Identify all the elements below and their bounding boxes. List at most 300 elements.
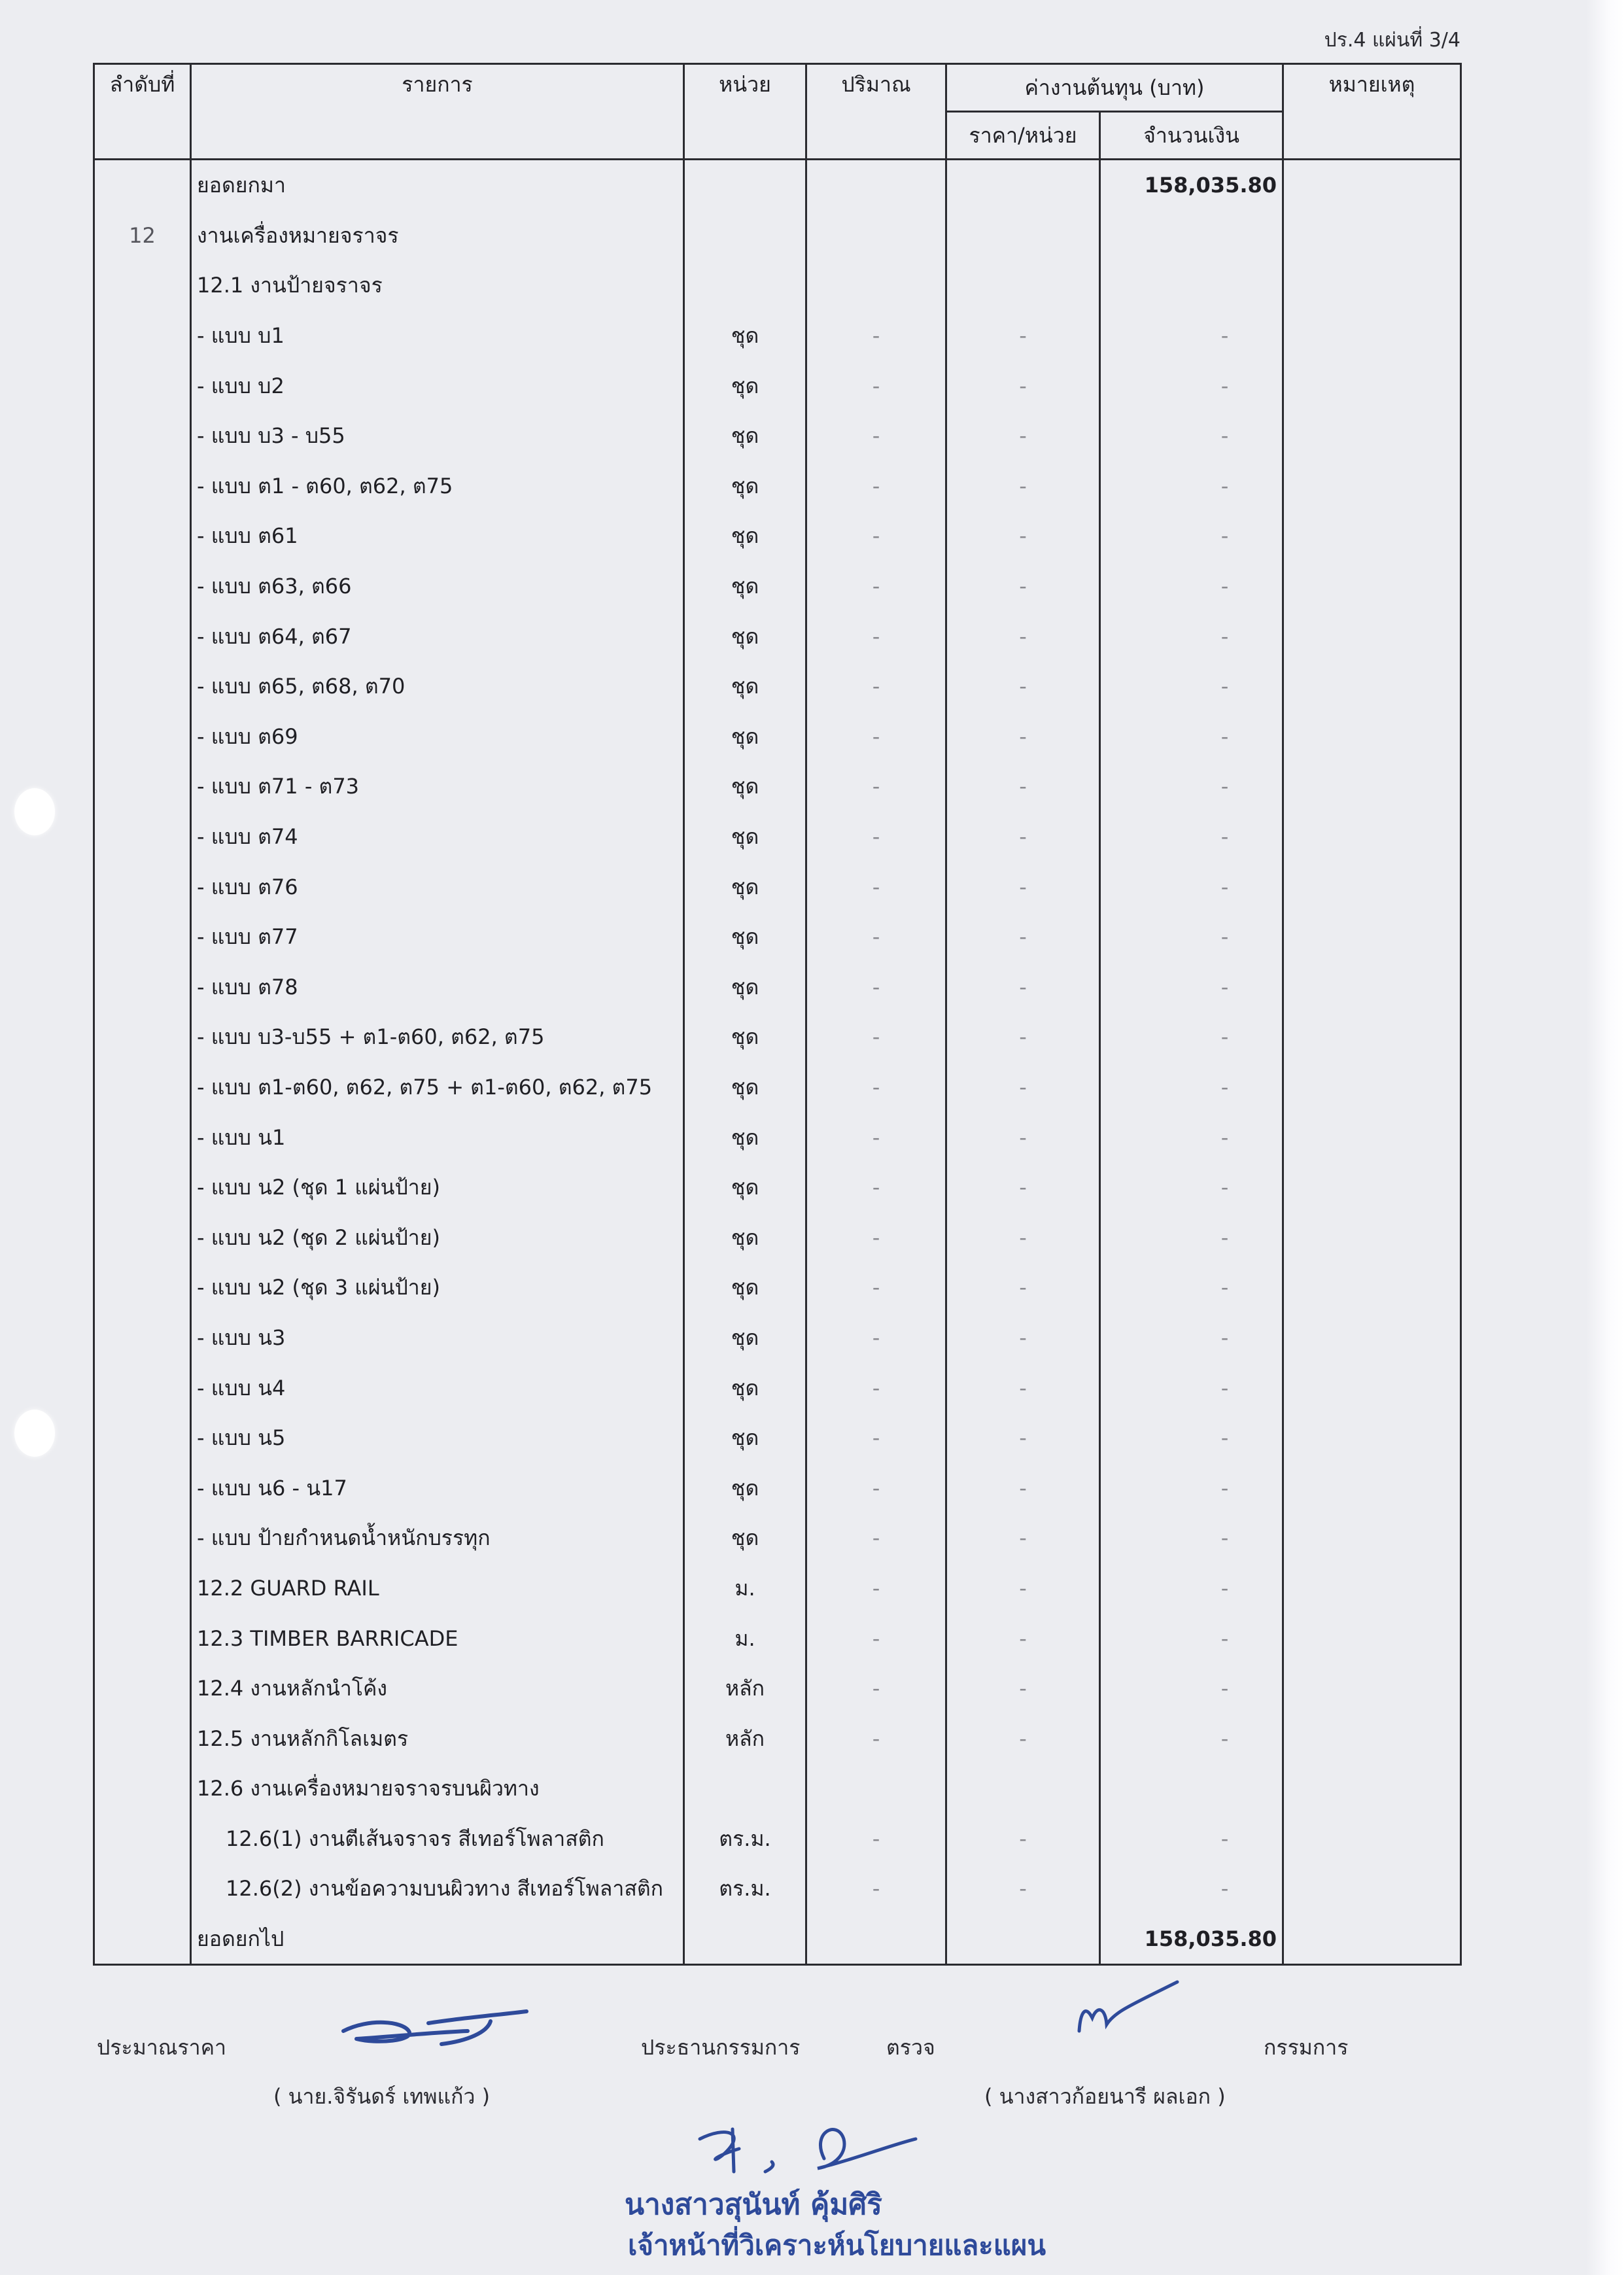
row-item: - แบบ น1 [191,1112,684,1162]
row-amount: - [1100,1613,1283,1663]
row-quantity [806,160,946,211]
stamp-title: เจ้าหน้าที่วิเคราะห์นโยบายและแผน [628,2229,1046,2261]
table-row [94,812,1461,862]
page-edge [1586,0,1624,2275]
row-unit-price: - [946,1563,1100,1614]
header-unit-price: ราคา/หน่วย [946,112,1100,160]
row-unit: ชุด [684,461,806,512]
row-seq [94,311,191,361]
row-unit-price: - [946,1864,1100,1914]
row-remark [1283,1663,1461,1714]
row-unit: ชุด [684,661,806,712]
table-row [94,1463,1461,1513]
row-item: - แบบ ป้ายกำหนดน้ำหนักบรรทุก [191,1513,684,1563]
row-unit [684,260,806,311]
row-quantity [806,211,946,261]
row-unit: ชุด [684,311,806,361]
table-body [94,160,1461,1965]
row-unit: ชุด [684,761,806,812]
header-amount: จำนวนเงิน [1100,112,1283,160]
header-unit: หน่วย [684,64,806,160]
header-cost-group: ค่างานต้นทุน (บาท) [946,64,1283,112]
table-row [94,1162,1461,1213]
row-unit: ชุด [684,1162,806,1213]
row-quantity: - [806,611,946,661]
table-row [94,1363,1461,1413]
row-item: - แบบ ต61 [191,511,684,561]
row-unit-price: - [946,1663,1100,1714]
row-amount: 158,035.80 [1100,160,1283,211]
row-amount: - [1100,1112,1283,1162]
row-unit-price: - [946,1814,1100,1864]
row-unit: ชุด [684,1313,806,1363]
row-quantity: - [806,712,946,762]
row-seq [94,1413,191,1463]
row-remark [1283,1262,1461,1313]
row-unit: ชุด [684,1012,806,1062]
row-unit-price: - [946,511,1100,561]
row-seq [94,1162,191,1213]
row-seq [94,461,191,512]
row-unit: ม. [684,1563,806,1614]
table-row [94,1112,1461,1162]
table-row [94,1012,1461,1062]
table-row [94,1814,1461,1864]
row-quantity: - [806,1212,946,1262]
row-remark [1283,511,1461,561]
row-amount: - [1100,861,1283,912]
row-unit-price [946,1763,1100,1814]
row-unit: ชุด [684,1262,806,1313]
row-item: 12.2 GUARD RAIL [191,1563,684,1614]
row-seq [94,411,191,461]
row-unit-price: - [946,1363,1100,1413]
row-item: - แบบ บ3 - บ55 [191,411,684,461]
row-quantity: - [806,1864,946,1914]
row-remark [1283,311,1461,361]
row-unit-price: - [946,411,1100,461]
chairman-label: ประธานกรรมการ [641,2035,801,2060]
row-quantity: - [806,360,946,411]
row-unit: ชุด [684,411,806,461]
row-seq [94,1012,191,1062]
row-item: - แบบ ต78 [191,962,684,1013]
row-seq [94,912,191,962]
row-remark [1283,260,1461,311]
table-row [94,1713,1461,1763]
table-row [94,1763,1461,1814]
row-remark [1283,661,1461,712]
row-seq [94,1313,191,1363]
row-unit: ชุด [684,1413,806,1463]
row-amount: - [1100,1413,1283,1463]
row-unit-price: - [946,611,1100,661]
table-row [94,611,1461,661]
row-quantity: - [806,561,946,612]
row-quantity: - [806,1713,946,1763]
check-label: ตรวจ [886,2035,935,2060]
row-unit-price: - [946,962,1100,1013]
row-quantity: - [806,461,946,512]
row-seq [94,1814,191,1864]
row-item: - แบบ น2 (ชุด 1 แผ่นป้าย) [191,1162,684,1213]
row-unit-price: - [946,1713,1100,1763]
row-amount: - [1100,1313,1283,1363]
table-row [94,360,1461,411]
row-unit: ชุด [684,1463,806,1513]
row-quantity: - [806,912,946,962]
row-quantity: - [806,962,946,1013]
row-unit: หลัก [684,1713,806,1763]
row-item: 12.5 งานหลักกิโลเมตร [191,1713,684,1763]
row-unit: ชุด [684,962,806,1013]
table-row [94,661,1461,712]
row-unit-price: - [946,661,1100,712]
row-unit-price [946,260,1100,311]
row-unit-price: - [946,861,1100,912]
table-row [94,561,1461,612]
row-remark [1283,1814,1461,1864]
table-row [94,211,1461,261]
row-seq [94,1262,191,1313]
table-row [94,1663,1461,1714]
row-unit [684,211,806,261]
row-unit-price: - [946,1413,1100,1463]
row-amount: - [1100,411,1283,461]
row-quantity: - [806,511,946,561]
row-item: 12.3 TIMBER BARRICADE [191,1613,684,1663]
row-seq [94,1864,191,1914]
row-remark [1283,1864,1461,1914]
row-unit: ตร.ม. [684,1814,806,1864]
row-quantity: - [806,1463,946,1513]
table-row [94,912,1461,962]
row-amount: - [1100,1363,1283,1413]
header-item: รายการ [191,64,684,160]
table-row [94,1914,1461,1965]
row-amount: 158,035.80 [1100,1914,1283,1965]
row-remark [1283,1763,1461,1814]
row-item: - แบบ ต77 [191,912,684,962]
table-row [94,1313,1461,1363]
row-unit-price: - [946,912,1100,962]
table-row [94,260,1461,311]
row-amount: - [1100,1162,1283,1213]
row-unit-price: - [946,360,1100,411]
row-amount: - [1100,311,1283,361]
row-item: - แบบ น2 (ชุด 3 แผ่นป้าย) [191,1262,684,1313]
row-quantity: - [806,812,946,862]
table-row [94,712,1461,762]
row-seq [94,1463,191,1513]
row-unit [684,1763,806,1814]
row-seq [94,511,191,561]
row-unit-price: - [946,1313,1100,1363]
row-unit-price: - [946,1162,1100,1213]
row-unit: ชุด [684,360,806,411]
row-item: งานเครื่องหมายจราจร [191,211,684,261]
row-quantity: - [806,1313,946,1363]
row-item: - แบบ น3 [191,1313,684,1363]
row-amount: - [1100,1864,1283,1914]
row-unit-price: - [946,712,1100,762]
row-remark [1283,1463,1461,1513]
row-quantity: - [806,661,946,712]
row-amount: - [1100,1463,1283,1513]
row-amount: - [1100,360,1283,411]
estimator-name: ( นาย.จิรันดร์ เทพแก้ว ) [273,2084,491,2109]
row-item: 12.1 งานป้ายจราจร [191,260,684,311]
row-unit: หลัก [684,1663,806,1714]
row-amount: - [1100,661,1283,712]
row-amount: - [1100,712,1283,762]
stamp-signature [687,2113,922,2185]
row-amount [1100,211,1283,261]
row-unit: ชุด [684,1363,806,1413]
table-row [94,1212,1461,1262]
member-name: ( นางสาวก้อยนารี ผลเอก ) [984,2084,1226,2109]
row-quantity: - [806,1814,946,1864]
row-seq [94,1613,191,1663]
row-remark [1283,611,1461,661]
row-remark [1283,1914,1461,1965]
row-remark [1283,1012,1461,1062]
table-row [94,461,1461,512]
row-remark [1283,1413,1461,1463]
row-remark [1283,1513,1461,1563]
row-remark [1283,812,1461,862]
row-amount: - [1100,912,1283,962]
row-item: - แบบ บ3-บ55 + ต1-ต60, ต62, ต75 [191,1012,684,1062]
row-seq [94,611,191,661]
row-quantity: - [806,1162,946,1213]
row-item: - แบบ น2 (ชุด 2 แผ่นป้าย) [191,1212,684,1262]
row-remark [1283,1313,1461,1363]
row-unit: ชุด [684,611,806,661]
row-unit: ชุด [684,511,806,561]
row-unit-price: - [946,561,1100,612]
row-unit-price [946,211,1100,261]
row-unit: ชุด [684,812,806,862]
row-seq [94,1663,191,1714]
row-unit: ชุด [684,912,806,962]
row-seq [94,661,191,712]
row-remark [1283,962,1461,1013]
estimator-label: ประมาณราคา [97,2035,226,2060]
row-unit [684,160,806,211]
row-remark [1283,1713,1461,1763]
row-seq [94,1563,191,1614]
row-quantity: - [806,1012,946,1062]
row-quantity: - [806,861,946,912]
row-unit: ชุด [684,561,806,612]
row-seq [94,812,191,862]
row-remark [1283,1613,1461,1663]
row-seq [94,1363,191,1413]
row-quantity: - [806,1513,946,1563]
row-quantity: - [806,1262,946,1313]
row-remark [1283,360,1461,411]
table-row [94,1062,1461,1113]
row-remark [1283,461,1461,512]
row-unit-price: - [946,1262,1100,1313]
row-seq: 12 [94,211,191,261]
row-amount: - [1100,1663,1283,1714]
row-quantity: - [806,1413,946,1463]
row-remark [1283,1162,1461,1213]
row-amount: - [1100,511,1283,561]
row-item: - แบบ บ2 [191,360,684,411]
row-unit: ชุด [684,1513,806,1563]
stamp-name: นางสาวสุนันท์ คุ้มศิริ [625,2188,882,2221]
row-seq [94,360,191,411]
row-item: - แบบ ต1-ต60, ต62, ต75 + ต1-ต60, ต62, ต75 [191,1062,684,1113]
row-amount [1100,1763,1283,1814]
row-seq [94,1212,191,1262]
row-unit-price: - [946,812,1100,862]
row-remark [1283,1112,1461,1162]
row-remark [1283,861,1461,912]
row-remark [1283,1062,1461,1113]
row-item: - แบบ ต65, ต68, ต70 [191,661,684,712]
row-item: - แบบ ต76 [191,861,684,912]
table-row [94,1262,1461,1313]
row-seq [94,1713,191,1763]
row-item: - แบบ น5 [191,1413,684,1463]
row-unit-price: - [946,461,1100,512]
row-quantity: - [806,1363,946,1413]
row-amount: - [1100,1513,1283,1563]
row-unit-price: - [946,1613,1100,1663]
row-unit-price: - [946,1012,1100,1062]
row-amount: - [1100,1212,1283,1262]
estimator-signature [330,2005,540,2057]
table-row [94,861,1461,912]
row-quantity: - [806,311,946,361]
row-unit-price: - [946,1513,1100,1563]
row-item: - แบบ บ1 [191,311,684,361]
row-seq [94,712,191,762]
row-remark [1283,912,1461,962]
row-item: - แบบ ต69 [191,712,684,762]
row-item: - แบบ น6 - น17 [191,1463,684,1513]
row-seq [94,561,191,612]
row-remark [1283,761,1461,812]
row-remark [1283,1212,1461,1262]
row-seq [94,1112,191,1162]
row-unit: ชุด [684,1112,806,1162]
table-row [94,1563,1461,1614]
row-remark [1283,712,1461,762]
row-seq [94,1513,191,1563]
row-amount: - [1100,1262,1283,1313]
row-item: 12.6 งานเครื่องหมายจราจรบนผิวทาง [191,1763,684,1814]
row-remark [1283,160,1461,211]
table-row [94,311,1461,361]
row-unit: ชุด [684,1062,806,1113]
row-unit-price: - [946,1112,1100,1162]
row-item: ยอดยกมา [191,160,684,211]
row-amount: - [1100,1563,1283,1614]
row-item: - แบบ ต64, ต67 [191,611,684,661]
row-amount: - [1100,962,1283,1013]
row-item: 12.6(1) งานตีเส้นจราจร สีเทอร์โพลาสติก [191,1814,684,1864]
row-unit: ม. [684,1613,806,1663]
row-seq [94,260,191,311]
table-row [94,1864,1461,1914]
row-unit-price: - [946,1062,1100,1113]
row-quantity: - [806,1563,946,1614]
row-item: - แบบ น4 [191,1363,684,1413]
table-row [94,1413,1461,1463]
table-row [94,411,1461,461]
row-seq [94,962,191,1013]
member-label: กรรมการ [1264,2035,1349,2060]
row-unit-price: - [946,761,1100,812]
row-quantity [806,1763,946,1814]
row-seq [94,1914,191,1965]
row-amount: - [1100,1814,1283,1864]
row-amount: - [1100,1012,1283,1062]
row-remark [1283,411,1461,461]
row-amount: - [1100,611,1283,661]
row-seq [94,160,191,211]
table-row [94,962,1461,1013]
row-seq [94,1763,191,1814]
row-remark [1283,561,1461,612]
row-item: - แบบ ต1 - ต60, ต62, ต75 [191,461,684,512]
punch-hole-bottom [14,1410,55,1457]
row-seq [94,761,191,812]
row-item: - แบบ ต63, ต66 [191,561,684,612]
header-seq: ลำดับที่ [94,64,191,160]
row-unit: ชุด [684,1212,806,1262]
row-amount: - [1100,1062,1283,1113]
table-row [94,1613,1461,1663]
row-amount: - [1100,561,1283,612]
member-signature [1066,1979,1184,2044]
row-amount: - [1100,761,1283,812]
row-item: 12.4 งานหลักนำโค้ง [191,1663,684,1714]
row-item: ยอดยกไป [191,1914,684,1965]
row-item: - แบบ ต71 - ต73 [191,761,684,812]
row-unit-price [946,160,1100,211]
row-unit: ตร.ม. [684,1864,806,1914]
row-remark [1283,211,1461,261]
row-quantity: - [806,1663,946,1714]
row-unit-price: - [946,1212,1100,1262]
header-quantity: ปริมาณ [806,64,946,160]
row-amount [1100,260,1283,311]
row-quantity: - [806,1062,946,1113]
header-remark: หมายเหตุ [1283,64,1461,160]
row-remark [1283,1563,1461,1614]
table-row [94,160,1461,211]
row-seq [94,1062,191,1113]
row-unit: ชุด [684,712,806,762]
bill-of-quantities-table [93,63,1462,1966]
row-seq [94,861,191,912]
row-quantity: - [806,411,946,461]
row-unit-price: - [946,1463,1100,1513]
row-amount: - [1100,1713,1283,1763]
table-row [94,761,1461,812]
row-amount: - [1100,461,1283,512]
sheet-reference: ปร.4 แผ่นที่ 3/4 [1324,29,1460,52]
punch-hole-top [14,788,55,835]
row-unit-price: - [946,311,1100,361]
row-quantity: - [806,1613,946,1663]
